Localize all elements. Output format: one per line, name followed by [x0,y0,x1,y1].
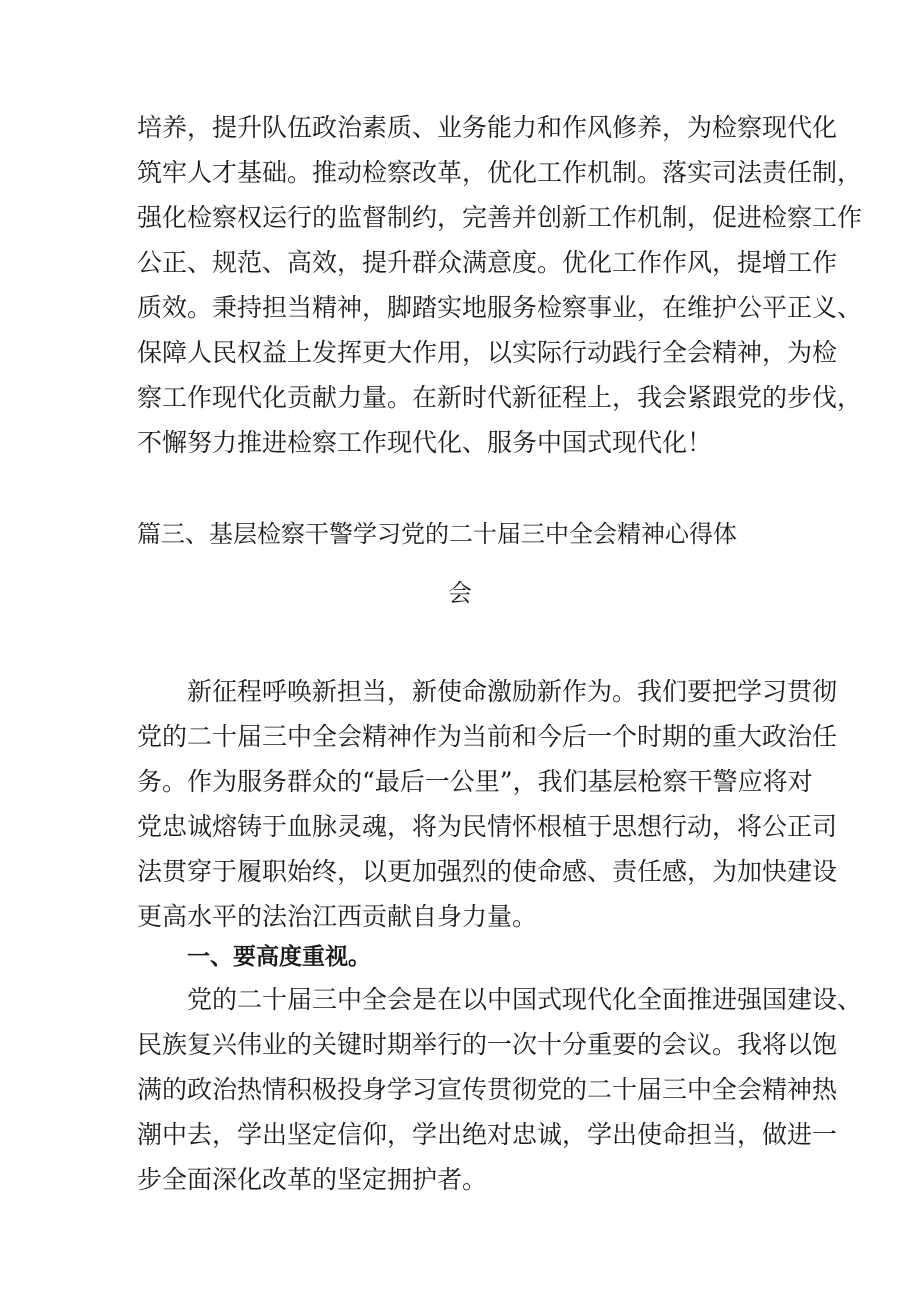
paragraph-line: 新征程呼唤新担当，新使命激励新作为。我们要把学习贯彻 [187,677,838,706]
paragraph-line: 更高水平的法治江西贡献自身力量。 [137,902,538,931]
paragraph-line: 步全面深化改革的坚定拥护者。 [137,1165,488,1194]
paragraph-line: 潮中去，学出坚定信仰，学出绝对忠诚，学出使命担当，做进一 [137,1120,838,1149]
section-title: 篇三、基层检察干警学习党的二十届三中全会精神心得体 [137,520,737,548]
paragraph-line: 务。作为服务群众的“最后一公里”，我们基层枪察干警应将对 [137,767,813,796]
section-title-continued: 会 [448,579,472,607]
paragraph-line: 民族复兴伟业的关键时期举行的一次十分重要的会议。我将以饱 [137,1030,838,1059]
paragraph-line: 党的二十届三中全会精神作为当前和今后一个时期的重大政治任 [137,722,838,751]
paragraph-line: 公正、规范、高效，提升群众满意度。优化工作作风，提增工作 [137,248,838,277]
paragraph-line: 质效。秉持担当精神，脚踏实地服务检察事业，在维护公平正义、 [137,293,863,322]
subheading: 一、要高度重视。 [187,944,371,970]
paragraph-line: 察工作现代化贡献力量。在新时代新征程上，我会紧跟党的步伐， [137,383,863,412]
paragraph-line: 筑牢人才基础。推动检察改革，优化工作机制。落实司法责任制， [137,158,863,187]
paragraph-line: 党的二十届三中全会是在以中国式现代化全面推进强国建设、 [187,985,863,1014]
paragraph-line: 党忠诚熔铸于血脉灵魂，将为民情怀根植于思想行动，将公正司 [137,812,838,841]
paragraph-line: 培养，提升队伍政治素质、业务能力和作风修养，为检察现代化 [137,113,838,142]
paragraph-line: 满的政治热情积极投身学习宣传贯彻党的二十届三中全会精神热 [137,1075,838,1104]
paragraph-line: 保障人民权益上发挥更大作用，以实际行动践行全会精神，为检 [137,338,838,367]
paragraph-line: 强化检察权运行的监督制约，完善并创新工作机制，促进检察工作 [137,203,863,232]
paragraph-line: 法贯穿于履职始终，以更加强烈的使命感、责任感，为加快建设 [137,857,838,886]
paragraph-line: 不懈努力推进检察工作现代化、服务中国式现代化！ [137,428,713,457]
